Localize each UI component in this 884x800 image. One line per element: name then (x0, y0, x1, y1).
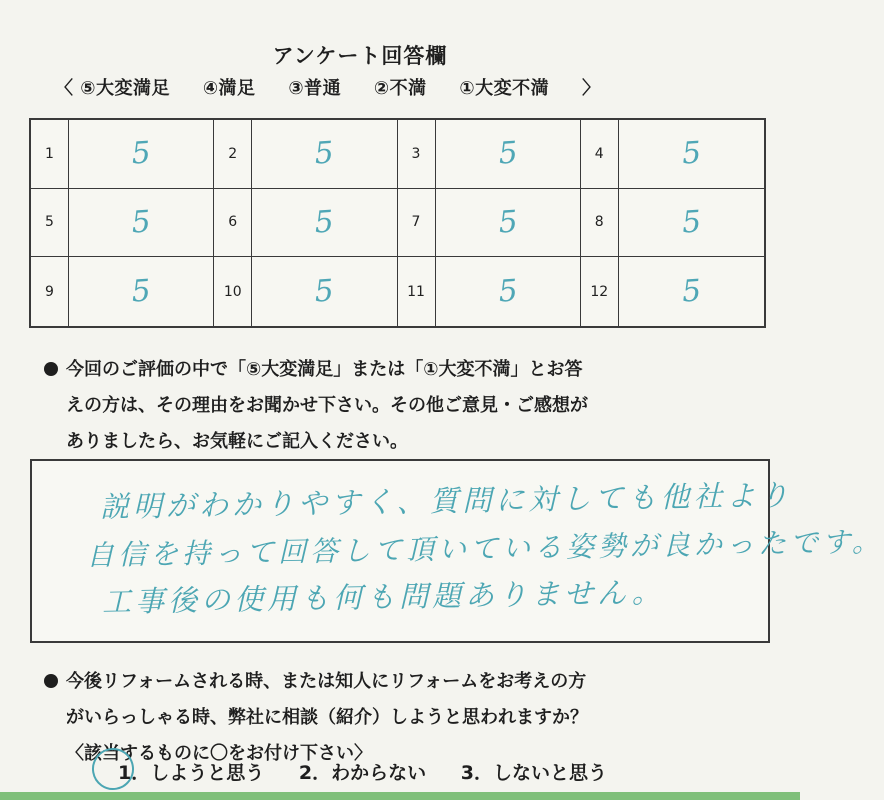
comment-line: 説明がわかりやすく、質問に対しても他社より (99, 477, 793, 525)
grid-cell (581, 189, 764, 258)
cell-answer[interactable]: 5 (313, 273, 336, 310)
question-line: えの方は、その理由をお聞かせ下さい。その他ご意見・ご感想が (66, 395, 588, 416)
legend-item-3: ③普通 (288, 78, 342, 99)
cell-answer[interactable]: 5 (496, 273, 519, 310)
answer-grid (29, 118, 766, 328)
cell-answer[interactable]: 5 (496, 204, 519, 241)
grid-cell (214, 189, 397, 258)
grid-cell (31, 189, 214, 258)
legend-item-1: ①大変不満 (459, 78, 550, 99)
question-line: ありましたら、お気軽にご記入ください。 (66, 431, 408, 452)
legend-item-4: ④満足 (202, 78, 256, 99)
option-3[interactable]: 3．しないと思う (460, 762, 607, 784)
footer-stripe (0, 792, 800, 800)
grid-cell (398, 189, 581, 258)
cell-number: 11 (398, 257, 436, 326)
cell-answer[interactable]: 5 (680, 135, 703, 172)
cell-answer[interactable]: 5 (680, 204, 703, 241)
comment-box[interactable] (30, 459, 884, 643)
cell-number: 3 (398, 120, 436, 188)
grid-cell (398, 257, 581, 326)
cell-number: 7 (398, 189, 436, 257)
grid-cell (581, 257, 764, 326)
legend-close-bracket: 〉 (581, 78, 601, 99)
cell-number: 10 (214, 257, 252, 326)
cell-number: 6 (214, 189, 252, 257)
bullet-icon (44, 362, 58, 376)
grid-cell (214, 120, 397, 189)
option-2[interactable]: 2．わからない (298, 762, 427, 784)
rating-legend (55, 74, 600, 100)
cell-answer[interactable]: 5 (130, 204, 152, 241)
question-line: 今回のご評価の中で「⑤大変満足」または「①大変不満」とお答 (66, 359, 583, 380)
cell-answer[interactable]: 5 (130, 273, 152, 310)
cell-answer[interactable]: 5 (680, 273, 703, 310)
cell-number: 5 (31, 189, 69, 257)
cell-number: 4 (581, 120, 619, 188)
cell-number: 9 (31, 257, 69, 326)
grid-cell (398, 120, 581, 189)
legend-item-5: ⑤大変満足 (80, 78, 171, 99)
cell-answer[interactable]: 5 (313, 135, 336, 172)
cell-answer[interactable]: 5 (313, 204, 336, 241)
grid-cell (214, 257, 397, 326)
question-line: 〈該当するものに〇をお付け下さい〉 (66, 743, 372, 764)
comment-line: 工事後の使用も何も問題ありません。 (101, 575, 666, 619)
grid-cell (31, 120, 214, 189)
grid-cell (31, 257, 214, 326)
legend-open-bracket: 〈 (55, 78, 74, 99)
grid-cell (581, 120, 764, 189)
cell-number: 2 (214, 120, 252, 188)
comment-line: 自信を持って回答して頂いている姿勢が良かったです。 (85, 525, 884, 572)
cell-number: 8 (581, 189, 619, 257)
bullet-icon (44, 674, 58, 688)
answer-options (118, 758, 607, 785)
survey-title: アンケート回答欄 (272, 44, 448, 68)
question-line: がいらっしゃる時、弊社に相談（紹介）しようと思われますか？ (66, 707, 588, 728)
cell-number: 12 (581, 257, 619, 326)
cell-answer[interactable]: 5 (130, 135, 152, 172)
reason-question (44, 352, 588, 460)
legend-item-2: ②不満 (373, 78, 427, 99)
cell-number: 1 (31, 120, 69, 188)
cell-answer[interactable]: 5 (496, 135, 519, 172)
question-line: 今後リフォームされる時、または知人にリフォームをお考えの方 (66, 671, 587, 692)
option-1[interactable]: 1．しようと思う (118, 762, 265, 784)
